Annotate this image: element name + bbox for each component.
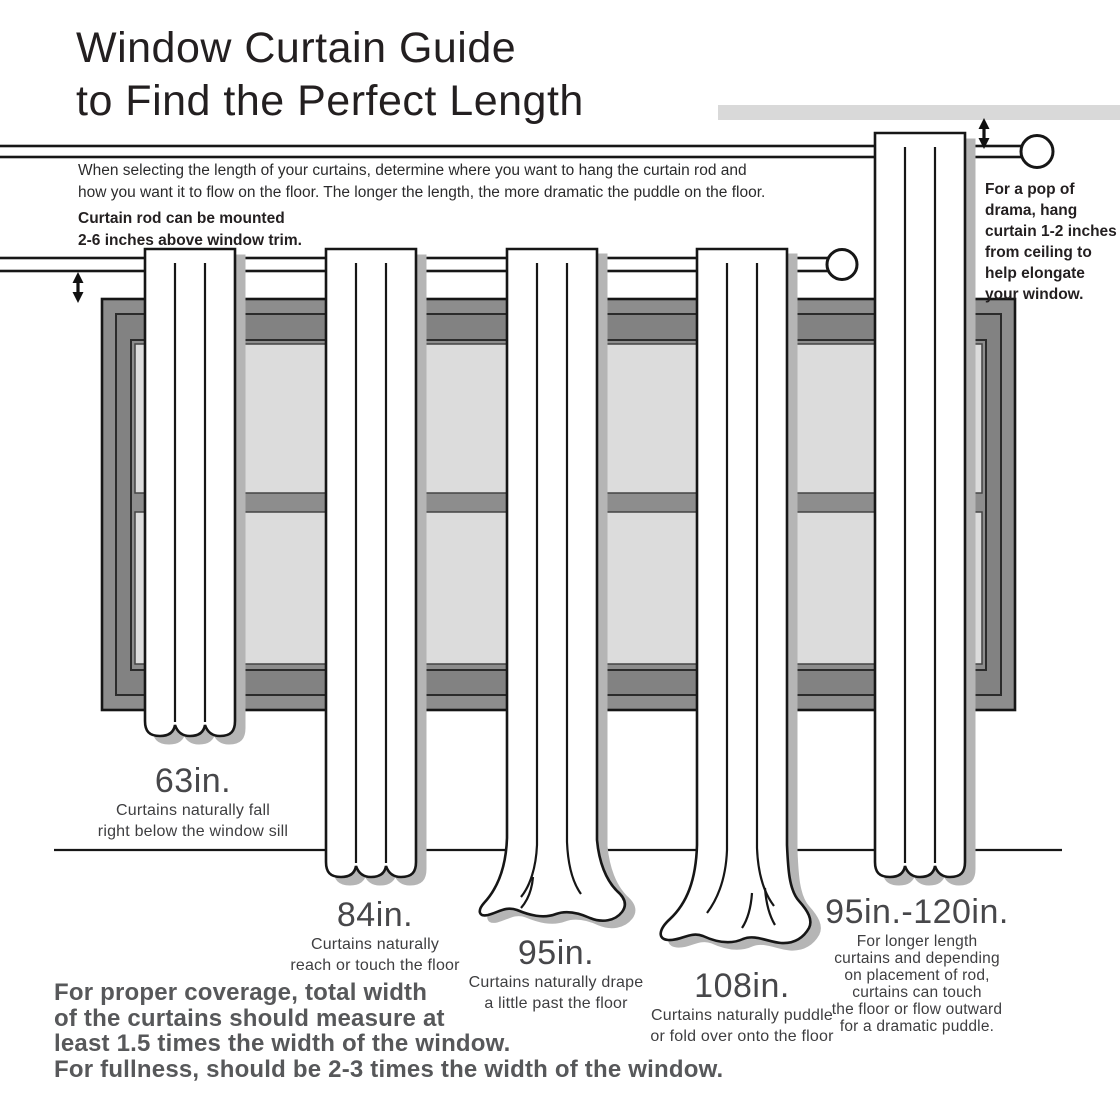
- rod-finial-upper: [1021, 136, 1053, 168]
- curtain-rod-upper: [0, 146, 1022, 157]
- rod-mount-note-line2: 2-6 inches above window trim.: [78, 231, 302, 249]
- label-84in: 84in. Curtains naturally reach or touch the floor: [245, 898, 505, 976]
- page-title-line1: Window Curtain Guide: [76, 24, 517, 72]
- label-95in: 95in. Curtains naturally drape a little past the floor: [426, 936, 686, 1014]
- rod-mount-note: [78, 208, 302, 251]
- intro-line2: how you want it to flow on the floor. The longer the length, the more dramatic the puddle on the floor.: [78, 183, 766, 201]
- intro-line1: When selecting the length of your curtains, determine where you want to hang the curtain rod and: [78, 162, 747, 179]
- ceiling-tip-note: For a pop of drama, hang curtain 1-2 inches from ceiling to help elongate your window.: [985, 181, 1117, 303]
- curtain-95-120in: [875, 133, 974, 884]
- curtain-63in: [145, 249, 244, 743]
- curtain-84in: [326, 249, 425, 884]
- rod-mount-note-line1: Curtain rod can be mounted: [78, 210, 285, 227]
- ceiling-to-rod-arrow-icon: [979, 118, 990, 149]
- label-108in: 108in. Curtains naturally puddle or fold over onto the floor: [612, 969, 872, 1047]
- ceiling-bar: [718, 105, 1120, 120]
- page-title: [76, 22, 584, 128]
- label-108in-length: 108in.: [694, 967, 790, 1005]
- intro-text: [78, 160, 765, 203]
- rod-finial-lower: [827, 250, 857, 280]
- page-title-line2: to Find the Perfect Length: [76, 77, 584, 125]
- label-95in-length: 95in.: [517, 934, 595, 972]
- rod-to-trim-arrow-icon: [73, 272, 84, 303]
- label-63in: 63in. Curtains naturally fall right below the window sill: [63, 764, 323, 842]
- label-84in-length: 84in.: [336, 896, 414, 934]
- coverage-note: For proper coverage, total width of the curtains should measure at least 1.5 times the width of the window. For fullness, should be 2-3 times the width of the window.: [54, 979, 724, 1083]
- label-63in-length: 63in.: [154, 762, 232, 800]
- label-95-120in-length: 95in.-120in.: [825, 893, 1009, 931]
- label-95-120in: 95in.-120in. For longer length curtains and depending on placement of rod, curtains can touch the floor or flow outward for a dramatic puddle.: [787, 895, 1047, 1035]
